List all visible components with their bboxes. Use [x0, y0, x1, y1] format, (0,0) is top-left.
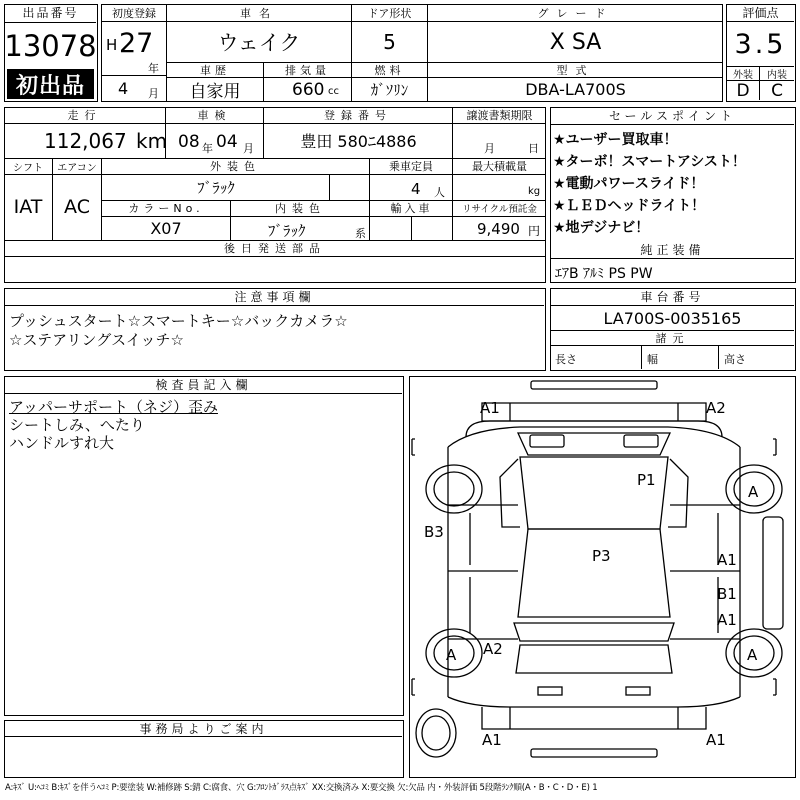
notes-box: [4, 288, 546, 371]
inspection-month: 04: [216, 132, 238, 152]
mark-a1-rear-right: A1: [706, 731, 726, 749]
mileage-unit: km: [136, 129, 168, 153]
width-label: 幅: [647, 353, 658, 366]
doors: 5: [352, 22, 428, 62]
damage-diagram: [409, 376, 796, 778]
capacity: 4: [411, 180, 421, 198]
mileage-vline: [165, 123, 166, 158]
load-label: 最大積載量: [472, 160, 527, 173]
lot-number: 13078: [4, 29, 97, 63]
era: H: [106, 36, 118, 54]
specs-h7: [4, 256, 546, 257]
score: 3.5: [734, 29, 787, 60]
recycle-label: リサイクル預託金: [462, 204, 537, 215]
import-label: 輸入車: [390, 202, 433, 215]
month-unit: 月: [148, 87, 159, 100]
sales-points-label: セールスポイント: [551, 108, 794, 125]
fuel: ｶﾞｿﾘﾝ: [352, 77, 428, 102]
grade: X SA: [549, 29, 602, 55]
mark-p3: P3: [592, 547, 611, 565]
notes-label: 注意事項欄: [5, 289, 544, 306]
mileage: 112,067: [44, 129, 127, 153]
mark-a-left-rear-wheel: A: [446, 646, 457, 664]
recycle-unit: 円: [528, 224, 541, 238]
mark-a1-rear-left: A1: [482, 731, 502, 749]
int-color: ﾌﾞﾗｯｸ: [268, 222, 306, 240]
int-color-label: 内装色: [275, 202, 326, 215]
interior-grade: C: [771, 80, 783, 101]
capacity-label: 乗車定員: [370, 158, 453, 174]
mark-a-right-front-wheel: A: [748, 483, 759, 501]
color-no-label: カラーNo.: [102, 200, 231, 216]
sales-point-item: ★地デジナビ！: [553, 220, 650, 236]
car-name-label: 車名: [167, 4, 352, 22]
notes-line-2: ☆ステアリングスイッチ☆: [9, 331, 184, 349]
inspection-year: 08: [178, 132, 200, 152]
inspection-label: 車検: [166, 107, 264, 123]
sales-points-box: [550, 107, 796, 283]
aircon-value: AC: [53, 174, 102, 240]
mark-b3: B3: [424, 523, 444, 541]
later-parts-label: 後日発送部品: [224, 242, 326, 255]
first-reg-label: 初度登録: [112, 7, 156, 20]
inspector-label: 検査員記入欄: [5, 377, 402, 394]
mark-b1: B1: [717, 585, 737, 603]
displacement-label: 排気量: [264, 62, 352, 77]
notes-line-1: プッシュスタート☆スマートキー☆バックカメラ☆: [9, 312, 348, 330]
interior-label: 内装: [760, 66, 794, 81]
car-name: ウェイク: [167, 22, 352, 62]
inspector-line: アッパーサポート（ネジ）歪み: [9, 398, 218, 416]
sales-point-item: ★ターボ！スマートアシスト！: [553, 154, 746, 170]
mark-a-right-rear-wheel: A: [747, 646, 758, 664]
office-label: 事務局よりご案内: [5, 721, 402, 737]
dims-vline1: [641, 346, 642, 369]
inspection-month-unit: 月: [243, 142, 254, 155]
inspector-line: シートしみ、へたり: [9, 416, 145, 434]
color-no: X07: [102, 216, 231, 240]
plate-label: 登録番号: [264, 107, 453, 123]
mark-p1: P1: [637, 471, 656, 489]
damage-legend: A:ｷｽﾞ U:ﾍｺﾐ B:ｷｽﾞを伴うﾍｺﾐ P:要塗装 W:補修跡 S:錆 C:腐食、穴 G:ﾌﾛﾝﾄｶﾞﾗｽ点ｷｽﾞ XX:交換済み X:要交換 欠:欠品 内・外装評価 5段階ﾗﾝｸ順(A・B・C・D・E) 1: [5, 783, 598, 793]
equipment-value: ｴｱB ｱﾙﾐ PS PW: [555, 266, 653, 282]
sales-point-item: ★ユーザー買取車！: [553, 132, 678, 148]
recycle-fee: 9,490: [477, 220, 520, 238]
chassis-number: LA700S-0035165: [603, 308, 742, 328]
sales-point-item: ★電動パワースライド！: [553, 176, 705, 192]
plate-vline: [452, 123, 453, 158]
model-code-label: 型式: [556, 63, 595, 77]
exterior-label: 外装: [727, 66, 760, 81]
transfer-label: 譲渡書類期限: [466, 109, 533, 122]
transfer-month-unit: 月: [484, 142, 495, 155]
mileage-label: 走行: [4, 107, 166, 123]
fuel-label: 燃料: [352, 62, 428, 77]
import-vline: [411, 216, 412, 240]
lot-number-box: [4, 4, 98, 102]
model-code: DBA-LA700S: [525, 80, 626, 99]
year-unit: 年: [148, 62, 159, 75]
height-label: 高さ: [724, 353, 746, 366]
plate-number: 豊田 580ﾆ4886: [300, 132, 417, 151]
door-label: ドア形状: [352, 4, 428, 22]
ext-color: ﾌﾞﾗｯｸ: [197, 178, 235, 197]
ext-color-vline: [329, 174, 330, 200]
shift-label: シフト: [4, 158, 53, 174]
first-reg-divider: [101, 75, 167, 76]
inspector-line: ハンドルすれ大: [9, 434, 115, 452]
grade-label: グレード: [428, 4, 723, 22]
mark-a1-right-door: A1: [717, 551, 737, 569]
office-box: [4, 720, 404, 778]
ext-color-label: 外装色: [102, 158, 370, 174]
sales-point-item: ★ＬＥＤヘッドライト！: [553, 198, 706, 214]
load-unit: kg: [528, 186, 541, 197]
dims-vline2: [718, 346, 719, 369]
mark-a2-left-rear: A2: [483, 640, 503, 658]
inspector-box: [4, 376, 404, 716]
length-label: 長さ: [555, 353, 577, 366]
dims-label: 諸元: [551, 330, 794, 346]
lot-number-label: 出品番号: [5, 5, 96, 23]
equipment-label: 純正装備: [551, 242, 794, 259]
int-color-suffix: 系: [355, 227, 366, 240]
transfer-day-unit: 日: [528, 142, 539, 155]
history-label: 車歴: [167, 62, 264, 77]
mark-a1-right-rear-door: A1: [717, 611, 737, 629]
chassis-box: [550, 288, 796, 371]
car-diagram-svg: [410, 377, 794, 776]
capacity-unit: 人: [434, 186, 445, 199]
shift-value: IAT: [4, 174, 53, 240]
aircon-label: エアコン: [53, 158, 102, 174]
first-reg-year: 27: [119, 28, 154, 59]
chassis-label: 車台番号: [551, 289, 794, 306]
exterior-grade: D: [727, 81, 760, 100]
first-listing-badge: 初出品: [7, 69, 94, 99]
displacement: 660: [292, 80, 325, 100]
mark-a2-front-right: A2: [706, 399, 726, 417]
displacement-unit: cc: [328, 86, 339, 97]
mark-a1-front-left: A1: [480, 399, 500, 417]
first-reg-month: 4: [118, 79, 129, 98]
history: 自家用: [167, 77, 264, 102]
inspection-year-unit: 年: [202, 142, 213, 155]
score-label: 評価点: [727, 5, 794, 22]
score-box: [726, 4, 796, 102]
